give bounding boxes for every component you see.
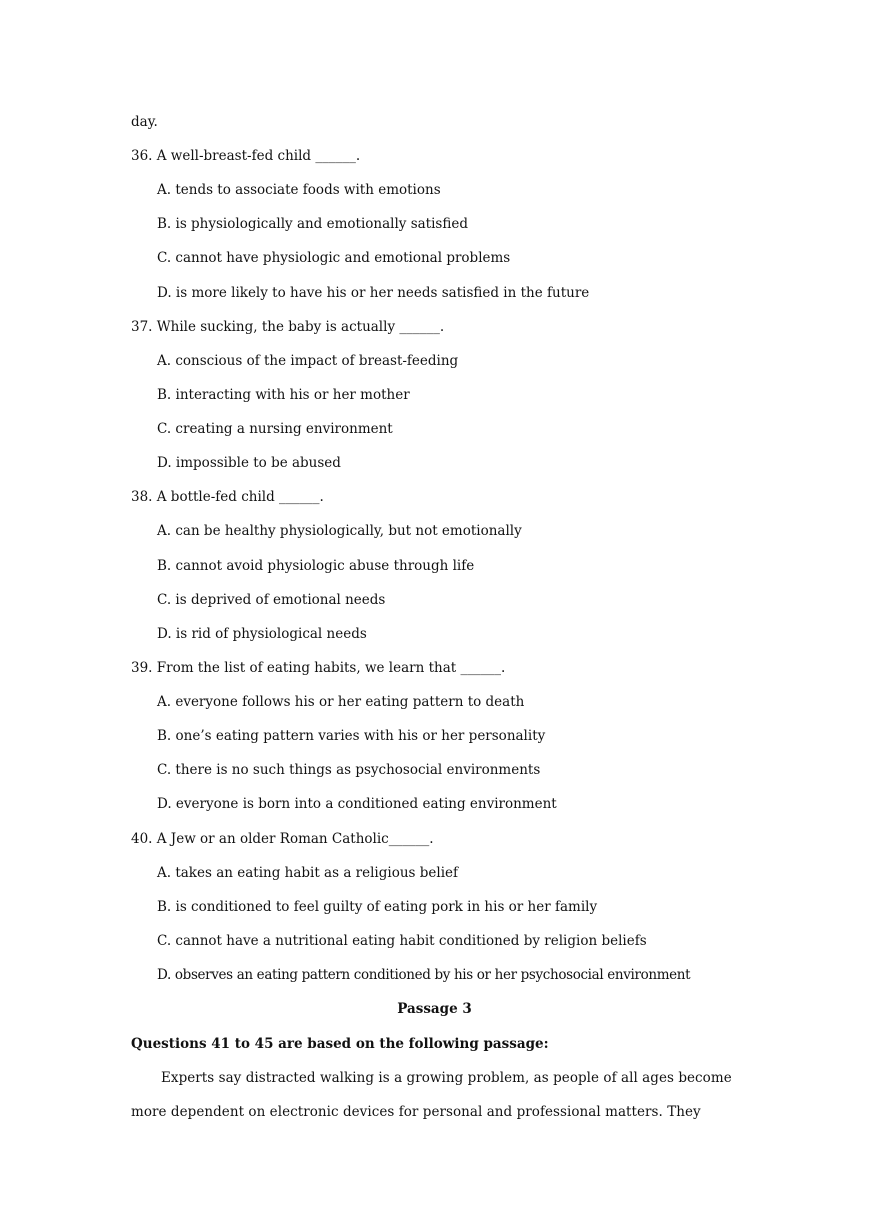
question-38-stem: 38. A bottle-fed child ______. xyxy=(131,489,324,505)
question-37-option-b: B. interacting with his or her mother xyxy=(157,387,410,403)
question-37-option-d: D. impossible to be abused xyxy=(157,455,341,471)
question-40-stem: 40. A Jew or an older Roman Catholic______. xyxy=(131,831,434,847)
question-37-option-a: A. conscious of the impact of breast-feeding xyxy=(157,353,459,369)
passage-title: Passage 3 xyxy=(397,1001,472,1017)
question-40-option-b: B. is conditioned to feel guilty of eating pork in his or her family xyxy=(157,899,598,915)
question-38-option-d: D. is rid of physiological needs xyxy=(157,626,367,642)
question-40-option-a: A. takes an eating habit as a religious belief xyxy=(157,865,458,881)
question-39-option-a: A. everyone follows his or her eating pattern to death xyxy=(157,694,525,710)
passage-line-1: Experts say distracted walking is a growing problem, as people of all ages become xyxy=(161,1070,732,1086)
question-36-option-a: A. tends to associate foods with emotions xyxy=(157,182,441,198)
question-38-option-b: B. cannot avoid physiologic abuse through life xyxy=(157,558,475,574)
question-36-option-b: B. is physiologically and emotionally satisfied xyxy=(157,216,468,232)
question-39-option-c: C. there is no such things as psychosocial environments xyxy=(157,762,541,778)
question-38-option-c: C. is deprived of emotional needs xyxy=(157,592,386,608)
question-36-option-d: D. is more likely to have his or her needs satisfied in the future xyxy=(157,285,590,301)
question-39-option-d: D. everyone is born into a conditioned eating environment xyxy=(157,796,557,812)
question-37-option-c: C. creating a nursing environment xyxy=(157,421,393,437)
question-40-option-c: C. cannot have a nutritional eating habit conditioned by religion beliefs xyxy=(157,933,647,949)
question-39-option-b: B. one’s eating pattern varies with his or her personality xyxy=(157,728,546,744)
question-37-stem: 37. While sucking, the baby is actually ______. xyxy=(131,319,445,335)
lead-line: day. xyxy=(131,114,158,130)
question-40-option-d: D. observes an eating pattern conditioned by his or her psychosocial environment xyxy=(157,967,691,983)
passage-line-2: more dependent on electronic devices for personal and professional matters. They xyxy=(131,1104,701,1120)
question-38-option-a: A. can be healthy physiologically, but not emotionally xyxy=(157,523,522,539)
question-39-stem: 39. From the list of eating habits, we learn that ______. xyxy=(131,660,506,676)
question-36-stem: 36. A well-breast-fed child ______. xyxy=(131,148,361,164)
question-36-option-c: C. cannot have physiologic and emotional problems xyxy=(157,250,511,266)
passage-instruction: Questions 41 to 45 are based on the following passage: xyxy=(131,1036,549,1052)
